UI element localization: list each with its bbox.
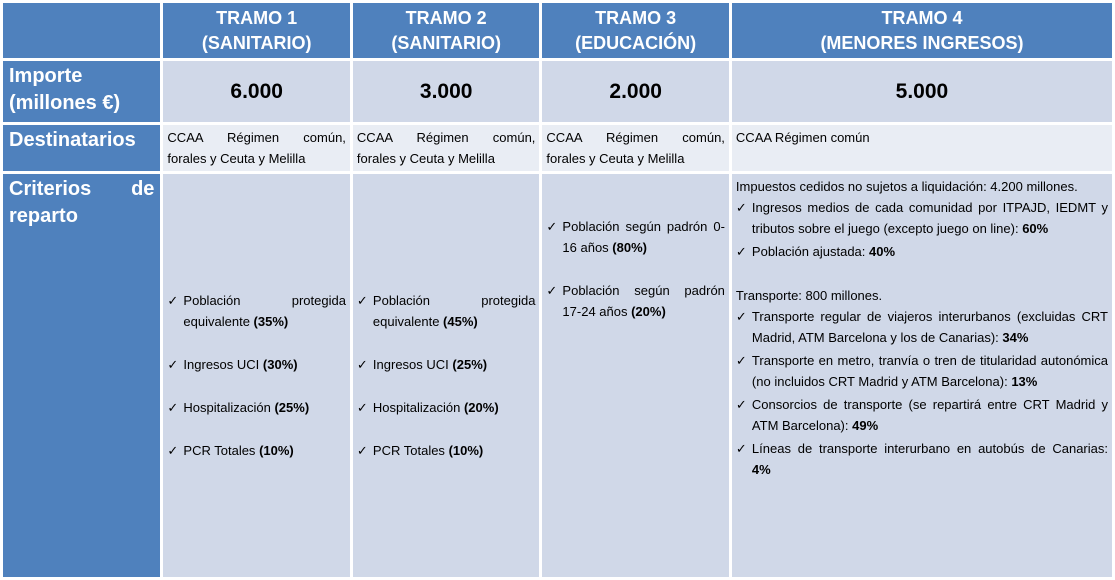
criteria-list-tramo-2 [357, 290, 536, 461]
header-tramo-4-subtitle: (MENORES INGRESOS) [820, 32, 1024, 53]
amount-tramo-3: 2.000 [542, 61, 729, 122]
list-item [357, 440, 536, 461]
criteria-list-tramo-1 [167, 290, 346, 461]
criterion-pct: (35%) [253, 314, 289, 329]
list-item [357, 397, 536, 418]
list-item [167, 440, 346, 461]
row-label-criterios [3, 174, 160, 577]
criterion-pct: (20%) [463, 400, 499, 415]
importe-row [3, 61, 1112, 122]
criterion-pct: 4% [751, 462, 771, 477]
list-item [736, 241, 1108, 262]
header-tramo-3-subtitle: (EDUCACIÓN) [575, 32, 697, 53]
check-mark-icon: ✓ [546, 219, 558, 234]
criterion-pct: (10%) [259, 443, 294, 458]
transporte-intro: Transporte: 800 millones. [735, 288, 883, 303]
criterion-pct: 40% [869, 244, 896, 259]
criterios-tramo-4 [732, 174, 1112, 577]
check-mark-icon: ✓ [546, 283, 558, 298]
header-tramo-1-subtitle: (SANITARIO) [201, 32, 312, 53]
list-item [546, 280, 725, 322]
criterion-text: Ingresos UCI [372, 357, 453, 372]
criterion-text: PCR Totales [183, 443, 260, 458]
check-mark-icon: ✓ [167, 293, 179, 308]
row-label-criterios-text: Criterios de reparto [9, 178, 155, 227]
criterion-pct: (10%) [448, 443, 484, 458]
destinatarios-tramo-4: CCAA Régimen común [732, 125, 1112, 171]
row-label-destinatarios: Destinatarios [3, 125, 160, 171]
criterion-text: Líneas de transporte interurbano en autobús de Canarias: [751, 441, 1108, 456]
amount-tramo-2: 3.000 [353, 61, 540, 122]
list-item [736, 306, 1108, 348]
criterion-text: Ingresos medios de cada comunidad por ITPAJD, IEDMT y tributos sobre el juego (excepto juego on line): [751, 200, 1108, 236]
check-mark-icon: ✓ [735, 200, 747, 215]
amount-tramo-4: 5.000 [732, 61, 1112, 122]
header-tramo-3-title: TRAMO 3 [595, 7, 677, 28]
criterion-text: Transporte regular de viajeros interurbanos (excluidas CRT Madrid, ATM Barcelona y los de Canarias): [751, 309, 1108, 345]
check-mark-icon: ✓ [356, 357, 368, 372]
criterion-pct: (45%) [443, 314, 478, 329]
amount-tramo-1: 6.000 [163, 61, 350, 122]
check-mark-icon: ✓ [735, 397, 747, 412]
check-mark-icon: ✓ [356, 293, 368, 308]
list-item [167, 397, 346, 418]
criterion-pct: (80%) [612, 240, 647, 255]
header-tramo-1 [163, 3, 350, 58]
criterion-text: Consorcios de transporte (se repartirá entre CRT Madrid y ATM Barcelona): [751, 397, 1108, 433]
destinatarios-tramo-1: CCAA Régimen común, forales y Ceuta y Melilla [163, 125, 350, 171]
criterion-pct: (25%) [452, 357, 488, 372]
criterion-text: PCR Totales [372, 443, 449, 458]
header-tramo-2-subtitle: (SANITARIO) [391, 32, 501, 53]
criterion-text: Ingresos UCI [183, 357, 263, 372]
check-mark-icon: ✓ [167, 400, 179, 415]
criterion-pct: (25%) [274, 400, 310, 415]
criterion-text: Población protegida equivalente [372, 293, 536, 329]
destinatarios-tramo-3: CCAA Régimen común, forales y Ceuta y Melilla [542, 125, 729, 171]
check-mark-icon: ✓ [167, 443, 179, 458]
check-mark-icon: ✓ [735, 441, 747, 456]
criteria-list-tramo-3 [546, 216, 725, 322]
list-item [736, 350, 1108, 392]
transporte-criteria-list [736, 306, 1108, 480]
criterion-text: Población según padrón 17-24 años [562, 283, 725, 319]
header-tramo-3 [542, 3, 729, 58]
criterion-pct: 49% [852, 418, 879, 433]
list-item [167, 290, 346, 332]
criterion-pct: 60% [1022, 221, 1049, 236]
check-mark-icon: ✓ [735, 309, 747, 324]
header-tramo-4-title: TRAMO 4 [881, 7, 963, 28]
header-tramo-4 [732, 3, 1112, 58]
criterion-pct: 13% [1011, 374, 1038, 389]
criterios-tramo-3 [542, 174, 729, 577]
header-tramo-2 [353, 3, 540, 58]
criterion-text: Población protegida equivalente [183, 293, 346, 329]
list-item [546, 216, 725, 258]
criterion-pct: 34% [1002, 330, 1029, 345]
header-tramo-2-title: TRAMO 2 [405, 7, 487, 28]
criterios-row [3, 174, 1112, 577]
criterion-pct: (30%) [262, 357, 298, 372]
list-item [167, 354, 346, 375]
impuestos-criteria-list [736, 197, 1108, 262]
check-mark-icon: ✓ [356, 443, 368, 458]
check-mark-icon: ✓ [356, 400, 368, 415]
destinatarios-tramo-2: CCAA Régimen común, forales y Ceuta y Melilla [353, 125, 540, 171]
section-gap [736, 264, 1108, 285]
check-mark-icon: ✓ [735, 244, 747, 259]
destinatarios-row [3, 125, 1112, 171]
list-item [736, 438, 1108, 480]
criterion-text: Población según padrón 0-16 años [562, 219, 725, 255]
criterion-pct: (20%) [631, 304, 666, 319]
criterion-text: Transporte en metro, tranvía o tren de titularidad autonómica (no incluidos CRT Madrid y ATM Barcelona): [751, 353, 1108, 389]
criterion-text: Hospitalización [183, 400, 275, 415]
check-mark-icon: ✓ [735, 353, 747, 368]
list-item [357, 290, 536, 332]
header-tramo-1-title: TRAMO 1 [216, 7, 298, 28]
criterios-tramo-2 [353, 174, 540, 577]
criterios-tramo-1 [163, 174, 350, 577]
header-row [3, 3, 1112, 58]
criterion-text: Hospitalización [372, 400, 464, 415]
criterion-text: Población ajustada: [751, 244, 870, 259]
list-item [736, 394, 1108, 436]
row-label-importe: Importe (millones €) [3, 61, 160, 122]
impuestos-intro: Impuestos cedidos no sujetos a liquidación: 4.200 millones. [735, 179, 1078, 194]
list-item [736, 197, 1108, 239]
header-corner [3, 3, 160, 58]
list-item [357, 354, 536, 375]
check-mark-icon: ✓ [167, 357, 179, 372]
